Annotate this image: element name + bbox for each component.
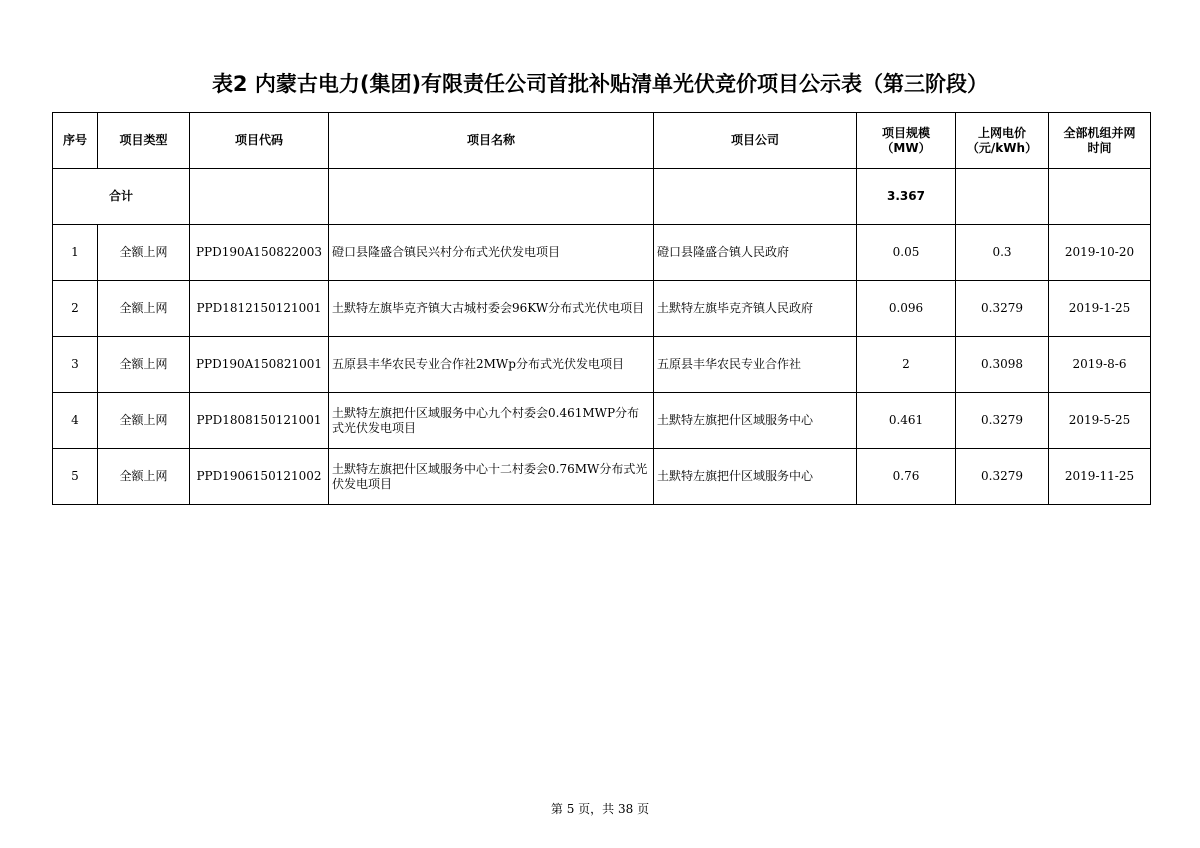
cell-scale: 2 <box>857 337 956 393</box>
project-table <box>52 112 1151 505</box>
header-price-line2: （元/kWh） <box>966 140 1038 155</box>
cell-date: 2019-1-25 <box>1049 281 1151 337</box>
total-label: 合计 <box>53 169 190 225</box>
cell-seq: 2 <box>53 281 98 337</box>
cell-scale: 0.096 <box>857 281 956 337</box>
header-date <box>1049 113 1151 169</box>
cell-date: 2019-11-25 <box>1049 449 1151 505</box>
table-header-row <box>53 113 1151 169</box>
cell-company: 土默特左旗把什区域服务中心 <box>654 449 857 505</box>
cell-type: 全额上网 <box>98 337 190 393</box>
cell-type: 全额上网 <box>98 393 190 449</box>
total-company <box>654 169 857 225</box>
cell-price: 0.3279 <box>956 449 1049 505</box>
header-date-line1: 全部机组并网 <box>1063 125 1136 140</box>
cell-seq: 1 <box>53 225 98 281</box>
cell-seq: 3 <box>53 337 98 393</box>
header-date-line2: 时间 <box>1087 140 1112 155</box>
header-type: 项目类型 <box>98 113 190 169</box>
cell-date: 2019-5-25 <box>1049 393 1151 449</box>
cell-seq: 4 <box>53 393 98 449</box>
cell-price: 0.3279 <box>956 281 1049 337</box>
cell-company: 五原县丰华农民专业合作社 <box>654 337 857 393</box>
header-price-line1: 上网电价 <box>977 125 1026 140</box>
header-seq: 序号 <box>53 113 98 169</box>
cell-price: 0.3 <box>956 225 1049 281</box>
cell-seq: 5 <box>53 449 98 505</box>
total-name <box>329 169 654 225</box>
cell-company: 土默特左旗毕克齐镇人民政府 <box>654 281 857 337</box>
total-scale: 3.367 <box>857 169 956 225</box>
header-name: 项目名称 <box>329 113 654 169</box>
header-company: 项目公司 <box>654 113 857 169</box>
header-scale-line2: （MW） <box>881 140 931 155</box>
cell-date: 2019-10-20 <box>1049 225 1151 281</box>
header-price <box>956 113 1049 169</box>
table-row <box>53 393 1151 449</box>
table-row <box>53 281 1151 337</box>
total-code <box>190 169 329 225</box>
cell-code: PPD1808150121001 <box>190 393 329 449</box>
cell-scale: 0.05 <box>857 225 956 281</box>
total-price <box>956 169 1049 225</box>
header-code: 项目代码 <box>190 113 329 169</box>
cell-name: 五原县丰华农民专业合作社2MWp分布式光伏发电项目 <box>329 337 654 393</box>
cell-code: PPD1906150121002 <box>190 449 329 505</box>
page-footer: 第 5 页，共 38 页 <box>550 802 650 816</box>
cell-type: 全额上网 <box>98 225 190 281</box>
cell-price: 0.3279 <box>956 393 1049 449</box>
cell-price: 0.3098 <box>956 337 1049 393</box>
cell-name: 土默特左旗把什区域服务中心九个村委会0.461MWP分布式光伏发电项目 <box>329 393 654 449</box>
total-date <box>1049 169 1151 225</box>
cell-name: 土默特左旗毕克齐镇大古城村委会96KW分布式光伏电项目 <box>329 281 654 337</box>
cell-code: PPD190A150822003 <box>190 225 329 281</box>
cell-scale: 0.461 <box>857 393 956 449</box>
cell-name: 磴口县隆盛合镇民兴村分布式光伏发电项目 <box>329 225 654 281</box>
cell-scale: 0.76 <box>857 449 956 505</box>
table-row <box>53 225 1151 281</box>
cell-type: 全额上网 <box>98 281 190 337</box>
table-row <box>53 449 1151 505</box>
cell-date: 2019-8-6 <box>1049 337 1151 393</box>
document-title: 表2 内蒙古电力(集团)有限责任公司首批补贴清单光伏竞价项目公示表（第三阶段） <box>211 72 989 96</box>
cell-company: 磴口县隆盛合镇人民政府 <box>654 225 857 281</box>
cell-name: 土默特左旗把什区域服务中心十二村委会0.76MW分布式光伏发电项目 <box>329 449 654 505</box>
cell-type: 全额上网 <box>98 449 190 505</box>
cell-company: 土默特左旗把什区域服务中心 <box>654 393 857 449</box>
header-scale <box>857 113 956 169</box>
cell-code: PPD190A150821001 <box>190 337 329 393</box>
table-row <box>53 337 1151 393</box>
cell-code: PPD1812150121001 <box>190 281 329 337</box>
header-scale-line1: 项目规模 <box>881 125 930 140</box>
total-row <box>53 169 1151 225</box>
